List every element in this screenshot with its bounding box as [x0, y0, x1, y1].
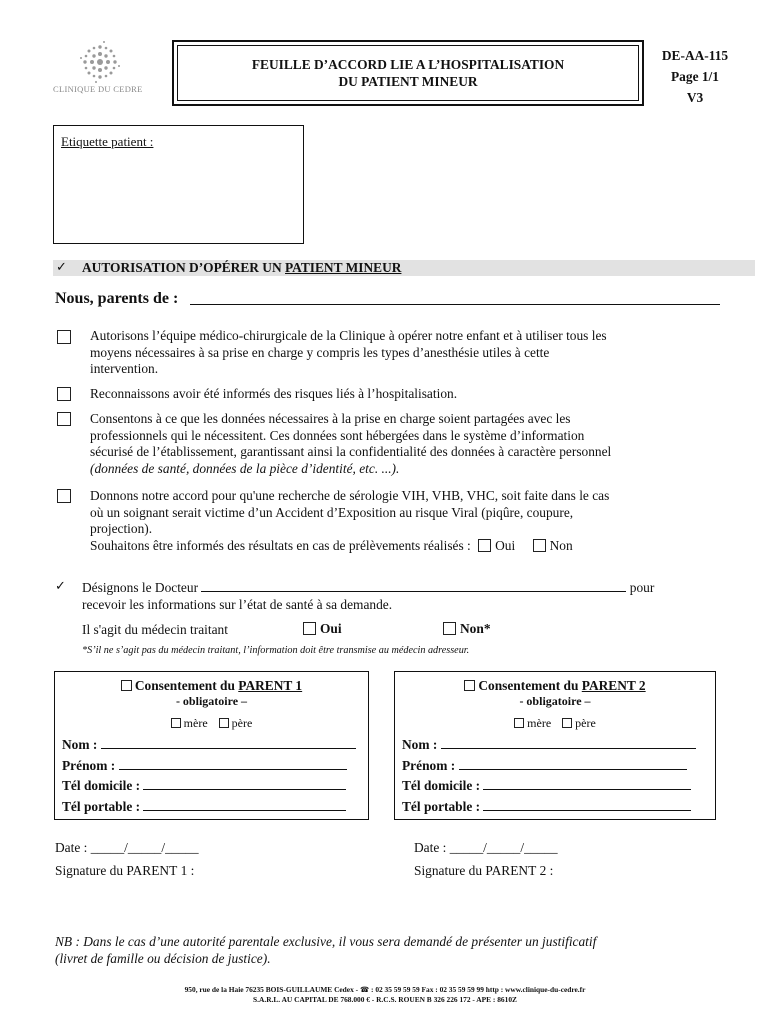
parent2-consent-box	[394, 671, 716, 820]
parent2-nom-field[interactable]	[441, 737, 696, 749]
parent1-consent-box	[54, 671, 369, 820]
parent1-telport-label: Tél portable :	[62, 798, 141, 814]
treating-yes-label: Oui	[320, 621, 342, 636]
doctor-name-field[interactable]	[201, 580, 626, 592]
parent1-nom-label: Nom :	[62, 737, 98, 752]
parent1-sig-suffix: 1 :	[177, 863, 195, 878]
treating-no-checkbox[interactable]	[443, 622, 456, 635]
document-version: V3	[686, 90, 704, 105]
check-icon: ✓	[56, 260, 67, 275]
parent2-prenom-label: Prénom :	[402, 757, 456, 773]
parent1-teldom-label: Tél domicile :	[62, 778, 141, 793]
parent2-title[interactable]	[395, 678, 715, 694]
parent2-sig-parent: PARENT	[485, 863, 537, 878]
treating-no-label: Non*	[460, 621, 491, 636]
item4-line1: Donnons notre accord pour qu'une recherche de sérologie VIH, VHB, VHC, soit faite dans le cas	[90, 488, 610, 503]
footer-legal: S.A.R.L. AU CAPITAL DE 768.000 € - R.C.S. ROUEN B 326 226 172 - APE : 8610Z	[253, 995, 517, 1004]
parent1-role-row	[55, 716, 368, 731]
parents-of-label: Nous, parents de :	[55, 290, 179, 307]
item3-italic-line: (données de santé, données de la pièce d’identité, etc. ...).	[90, 460, 400, 476]
clinic-logo-text: CLINIQUE DU CEDRE	[53, 84, 143, 94]
parent2-teldom-label: Tél domicile :	[402, 778, 481, 793]
item4-line3: projection).	[90, 521, 153, 536]
parent1-title[interactable]	[55, 678, 368, 694]
parent1-title-prefix: Consentement du	[134, 678, 239, 693]
parent2-pere-checkbox[interactable]	[562, 718, 572, 728]
parent1-teldom-field[interactable]	[143, 778, 346, 790]
parent1-obligatoire: - obligatoire –	[175, 694, 248, 708]
parent2-pere-label: père	[575, 716, 596, 730]
doctor-designation	[82, 580, 732, 613]
parent2-telport-label: Tél portable :	[402, 798, 481, 814]
parent2-telport-field[interactable]	[483, 799, 691, 811]
parent2-teldom-field[interactable]	[483, 778, 691, 790]
acknowledge-risks-text	[90, 386, 730, 403]
doctor-pour-label: pour	[629, 580, 655, 595]
parent1-title-parent: PARENT 1	[238, 678, 303, 693]
results-question-row	[90, 538, 730, 555]
parent1-prenom-field[interactable]	[119, 758, 347, 770]
parent2-nom-label: Nom :	[402, 737, 438, 752]
results-no-label: Non	[549, 537, 573, 553]
patient-label-box[interactable]	[53, 125, 304, 244]
parent2-telport-row	[402, 797, 696, 818]
document-title-line2: DU PATIENT MINEUR	[338, 74, 478, 89]
parent1-prenom-label: Prénom :	[62, 757, 116, 773]
phone-icon: ☎	[359, 985, 370, 994]
parent2-obligatoire: - obligatoire –	[519, 694, 591, 708]
doctor-line1	[82, 580, 732, 597]
results-no-checkbox[interactable]	[533, 539, 546, 552]
cedar-logo-icon	[48, 40, 158, 84]
parent1-sig-prefix: Signature du	[55, 863, 127, 878]
footer-address	[0, 985, 770, 995]
treating-no-option[interactable]	[443, 621, 491, 637]
authorize-surgery-checkbox[interactable]	[57, 330, 71, 344]
patient-label-caption: Etiquette patient :	[61, 134, 154, 149]
parent1-teldom-row	[62, 776, 356, 797]
clinic-logo	[48, 40, 158, 100]
parent2-mere-checkbox[interactable]	[514, 718, 524, 728]
treating-doctor-footnote: *S’il ne s’agit pas du médecin traitant, l’information doit être transmise au médecin adresseur.	[82, 645, 470, 656]
section-title	[82, 260, 401, 276]
item1-line2: moyens nécessaires à sa prise en charge y compris les types d’anesthésie utiles à cette	[90, 344, 550, 360]
parent1-pere-checkbox[interactable]	[219, 718, 229, 728]
parent1-nom-field[interactable]	[101, 737, 356, 749]
results-question: Souhaitons être informés des résultats en cas de prélèvements réalisés :	[90, 537, 471, 553]
parent2-fields	[402, 735, 696, 817]
parent1-prenom-row	[62, 756, 356, 777]
parent1-telport-field[interactable]	[143, 799, 346, 811]
parent2-sig-suffix: 2 :	[536, 863, 554, 878]
parent2-role-row	[395, 716, 715, 731]
parent2-sig-prefix: Signature du	[414, 863, 486, 878]
doctor-line2: recevoir les informations sur l’état de santé à sa demande.	[82, 596, 393, 612]
nb-line1: NB : Dans le cas d’une autorité parentale exclusive, il vous sera demandé de présenter un justificatif	[55, 934, 597, 949]
footer-address-prefix: 950, rue de la Haie 76235 BOIS-GUILLAUME Cedex -	[184, 985, 360, 994]
serology-consent-text	[90, 488, 730, 554]
results-yes-label: Oui	[495, 537, 516, 553]
data-sharing-checkbox[interactable]	[57, 412, 71, 426]
document-title-box	[172, 40, 644, 106]
parent2-signature[interactable]	[414, 863, 553, 880]
parent2-prenom-row	[402, 756, 696, 777]
parent2-nom-row	[402, 735, 696, 756]
document-reference	[650, 45, 740, 108]
footer	[0, 985, 770, 1005]
parent1-mere-label: mère	[183, 716, 208, 730]
results-yes-checkbox[interactable]	[478, 539, 491, 552]
parent1-pere-label: père	[231, 716, 253, 730]
item2-line1: Reconnaissons avoir été informés des risques liés à l’hospitalisation.	[90, 386, 458, 401]
parent1-sig-parent: PARENT	[126, 863, 178, 878]
parent1-telport-row	[62, 797, 356, 818]
treating-yes-option[interactable]	[303, 621, 342, 637]
parent1-signature[interactable]	[55, 863, 194, 880]
parent2-date[interactable]: Date : _____/_____/_____	[414, 840, 558, 855]
item1-line1: Autorisons l’équipe médico-chirurgicale de la Clinique à opérer notre enfant et à utiliser tous les	[90, 328, 607, 343]
nb-note	[55, 933, 755, 967]
item3-line2: professionnels qui le nécessitent. Ces données sont hébergées dans le système d’information	[90, 427, 585, 443]
item4-line2: où un soignant serait victime d’un Accident d’Exposition au risque Viral (piqûre, coupure,	[90, 504, 574, 520]
parent1-mere-checkbox[interactable]	[171, 718, 181, 728]
data-sharing-text	[90, 411, 730, 477]
section-header	[53, 260, 755, 276]
parents-of-blank[interactable]	[190, 304, 720, 305]
doctor-designate-label: Désignons le Docteur	[82, 580, 199, 595]
parent2-mere-label: mère	[527, 716, 552, 730]
treating-doctor-question: Il s'agit du médecin traitant	[82, 622, 228, 637]
parent2-title-prefix: Consentement du	[478, 678, 582, 693]
parent2-prenom-field[interactable]	[459, 758, 687, 770]
parent1-fields	[62, 735, 356, 817]
acknowledge-risks-checkbox[interactable]	[57, 387, 71, 401]
item1-line3: intervention.	[90, 361, 159, 376]
parent2-consent-checkbox[interactable]	[464, 680, 475, 691]
serology-consent-checkbox[interactable]	[57, 489, 71, 503]
footer-address-suffix: : 02 35 59 59 59 Fax : 02 35 59 59 99 http : www.clinique-du-cedre.fr	[369, 985, 586, 994]
page-number: Page 1/1	[671, 69, 719, 84]
parent2-teldom-row	[402, 776, 696, 797]
treating-yes-checkbox[interactable]	[303, 622, 316, 635]
item3-line1: Consentons à ce que les données nécessaires à la prise en charge soient partagées avec les	[90, 411, 571, 426]
item3-line3: sécurisé de l’établissement, garantissant ainsi la confidentialité des données à caractère personnel	[90, 444, 612, 459]
section-title-underlined: PATIENT MINEUR	[285, 260, 402, 275]
parent1-nom-row	[62, 735, 356, 756]
nb-line2: (livret de famille ou décision de justice).	[55, 951, 271, 966]
parent1-date[interactable]: Date : _____/_____/_____	[55, 840, 199, 855]
parent2-title-parent: PARENT 2	[581, 678, 646, 693]
parent1-consent-checkbox[interactable]	[121, 680, 132, 691]
authorize-surgery-text	[90, 328, 730, 378]
document-code: DE-AA-115	[661, 48, 729, 63]
check-icon: ✓	[55, 579, 66, 594]
parents-of-field[interactable]	[55, 290, 720, 312]
section-title-prefix: AUTORISATION D’OPÉRER UN	[82, 260, 285, 275]
document-title-line1: FEUILLE D’ACCORD LIE A L’HOSPITALISATION	[251, 57, 565, 72]
